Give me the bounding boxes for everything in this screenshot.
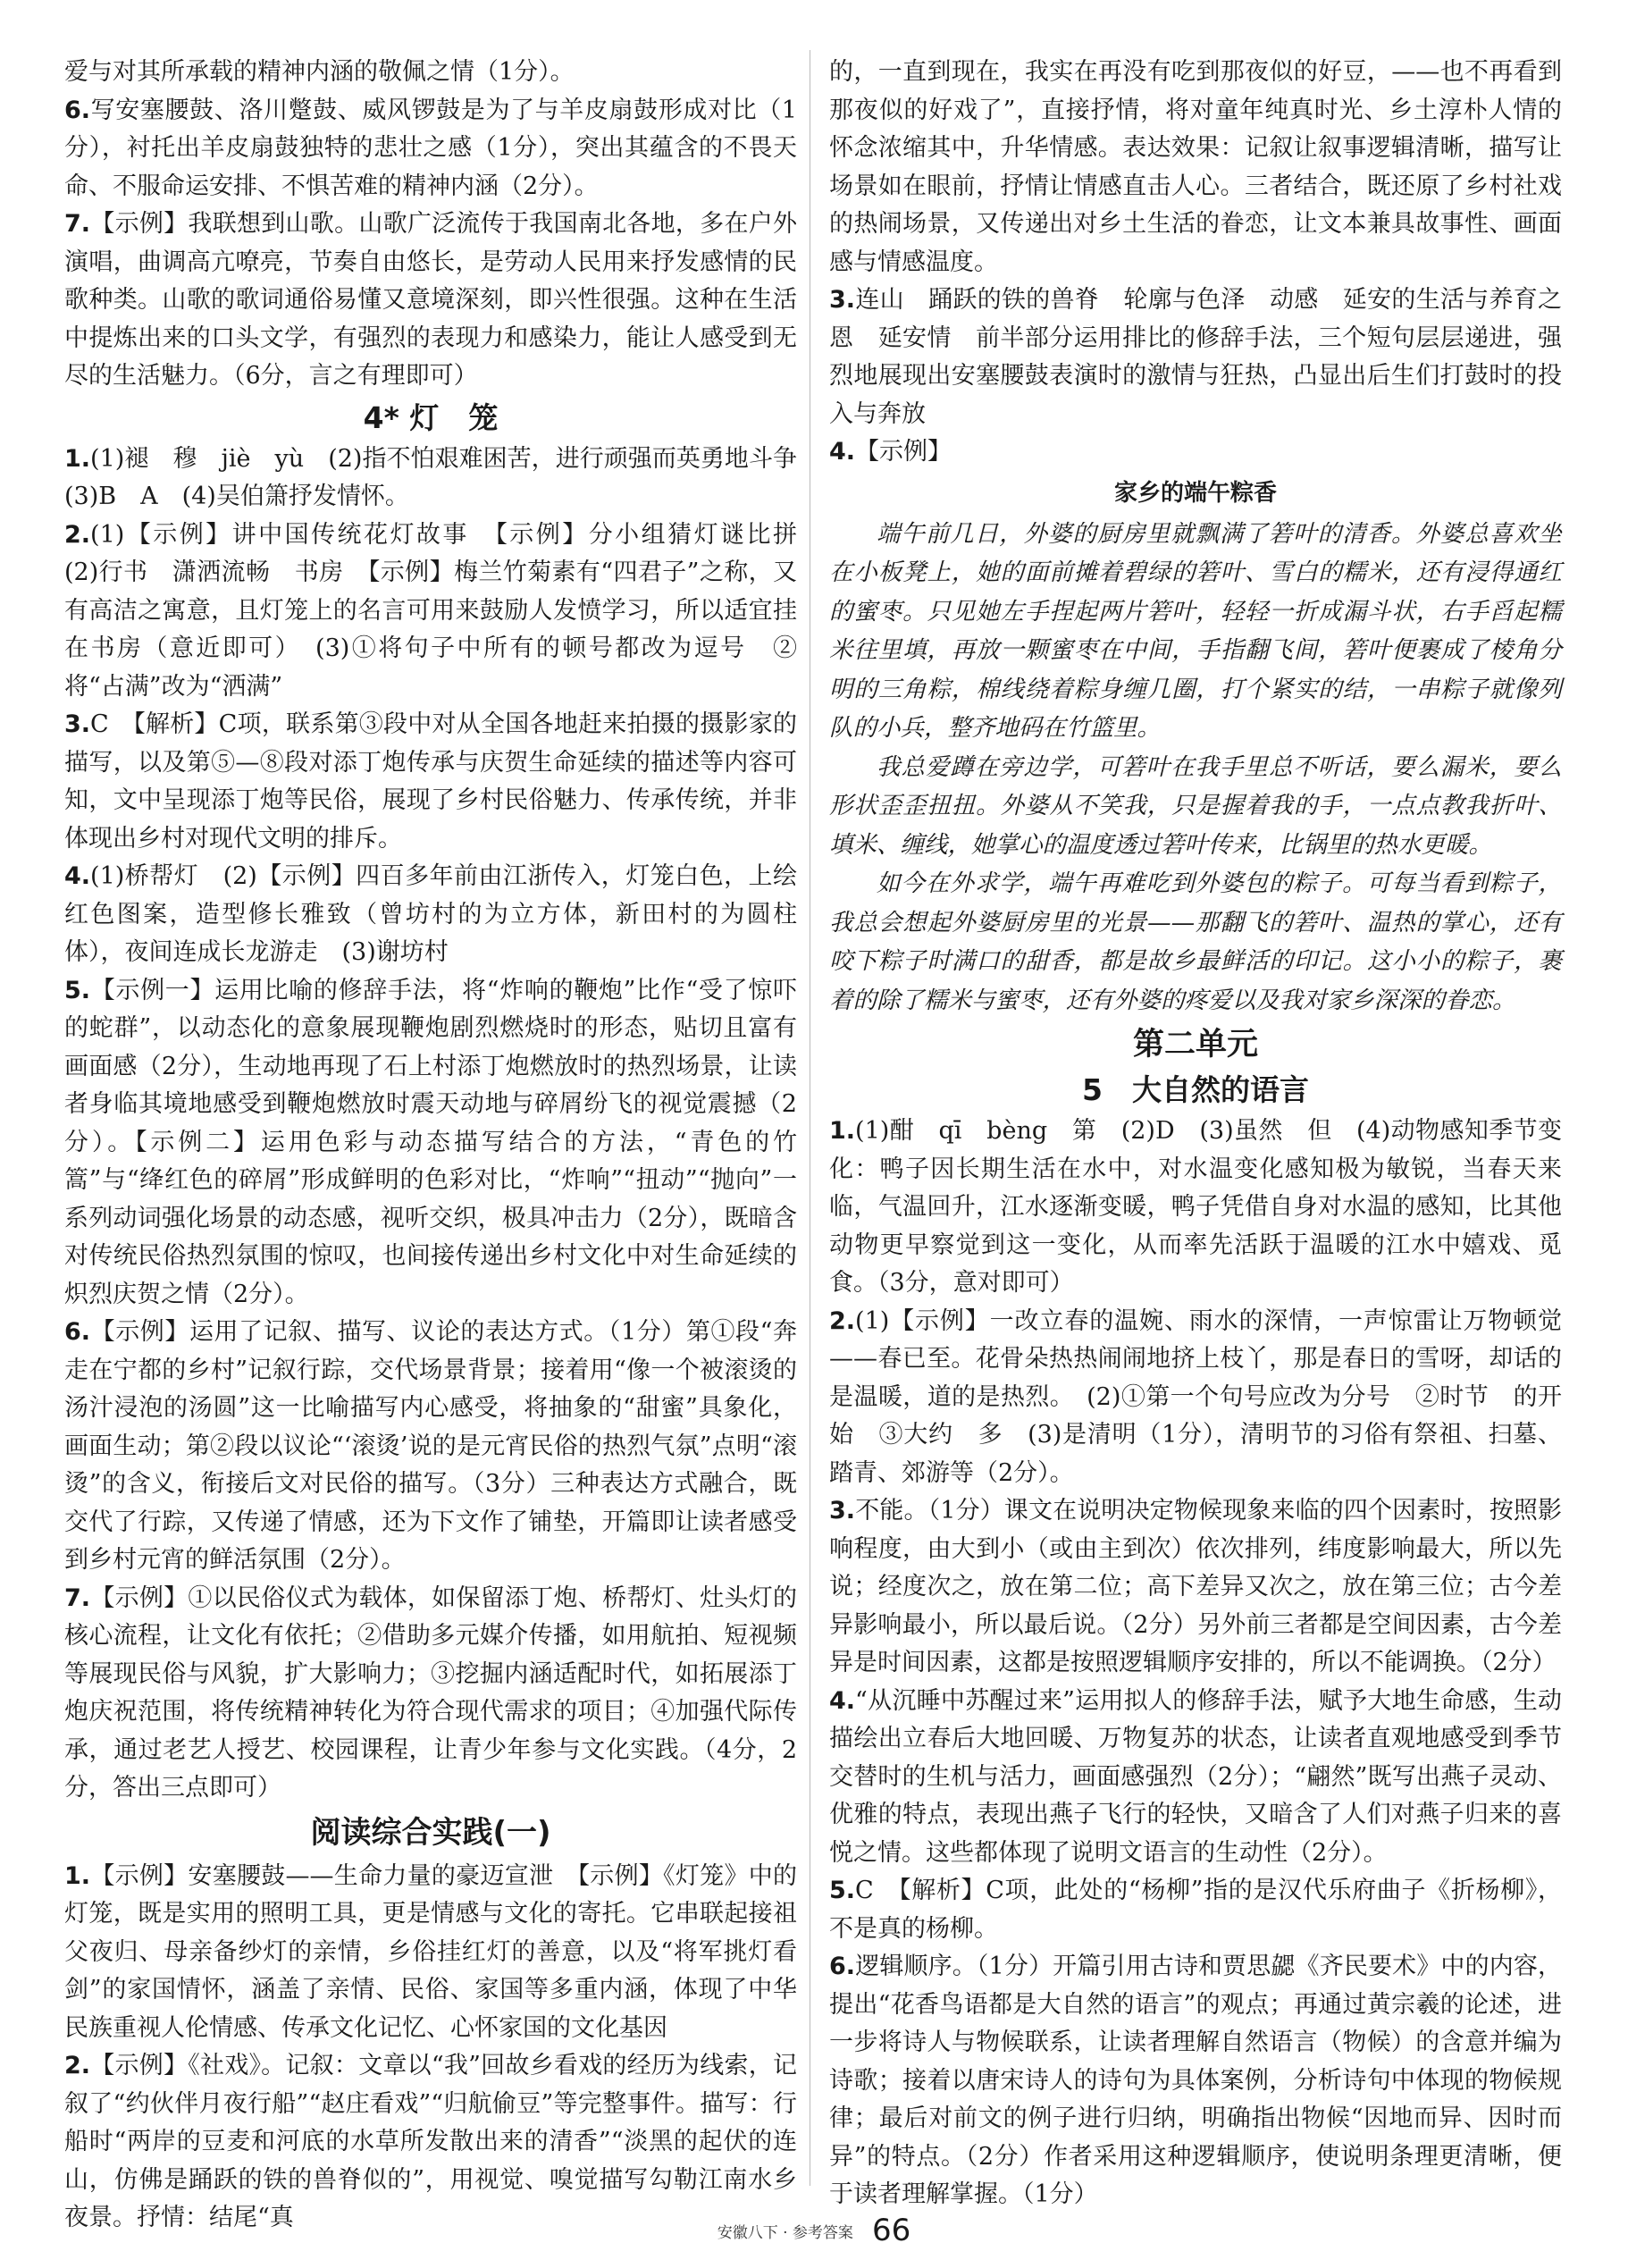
- item-text: 【示例】①以民俗仪式为载体，如保留添丁炮、桥帮灯、灶头灯的核心流程，让文化有依托；②借助多元媒介传播，如用航拍、短视频等展现民俗与风貌，扩大影响力；③挖掘内涵适配时代，如拓展添丁炮庆祝范围，将传统精神转化为符合现代需求的项目；④加强代际传承，通过老艺人授艺、校园课程，让青少年参与文化实践。（4分，2分，答出三点即可）: [64, 1583, 797, 1802]
- item-text: 连山 踊跃的铁的兽脊 轮廓与色泽 动感 延安的生活与养育之恩 延安情 前半部分运用排比的修辞手法，三个短句层层递进，强烈地展现出安塞腰鼓表演时的激情与狂热，凸显出后生们打鼓时的投入与奔放: [829, 286, 1562, 428]
- item-number: 1.: [64, 1861, 91, 1890]
- answer-item: [64, 54, 797, 92]
- item-text: 的，一直到现在，我实在再没有吃到那夜似的好豆，——也不再看到那夜似的好戏了”，直接抒情，将对童年纯真时光、乡土淳朴人情的怀念浓缩其中，升华情感。表达效果：记叙让叙事逻辑清晰，描写让场景如在眼前，抒情让情感直击人心。三者结合，既还原了乡村社戏的热闹场景，又传递出对乡土生活的眷恋，让文本兼具故事性、画面感与情感温度。: [829, 58, 1562, 276]
- item-text: 【示例】《社戏》。记叙：文章以“我”回故乡看戏的经历为线索，记叙了“约伙伴月夜行船”“赵庄看戏”“归航偷豆”等完整事件。描写：行船时“两岸的豆麦和河底的水草所发散出来的清香”“淡黑的起伏的连山，仿佛是踊跃的铁的兽脊似的”，用视觉、嗅觉描写勾勒江南水乡夜景。抒情：结尾“真: [64, 2052, 797, 2231]
- item-text: 【示例一】运用比喻的修辞手法，将“炸响的鞭炮”比作“受了惊吓的蛇群”，以动态化的意象展现鞭炮剧烈燃烧时的形态，贴切且富有画面感（2分），生动地再现了石上村添丁炮燃放时的热烈场景，让读者身临其境地感受到鞭炮燃放时震天动地与碎屑纷飞的视觉震撼（2分）。【示例二】运用色彩与动态描写结合的方法，“青色的竹篙”与“绛红色的碎屑”形成鲜明的色彩对比，“炸响”“扭动”“抛向”一系列动词强化场景的动态感，视听交织，极具冲击力（2分），既暗含对传统民俗热烈氛围的惊叹，也间接传递出乡村文化中对生命延续的炽烈庆贺之情（2分）。: [64, 976, 797, 1308]
- item-number: 3.: [64, 710, 91, 738]
- page-number: 66: [872, 2213, 911, 2248]
- item-number: 6.: [64, 1318, 91, 1346]
- essay-paragraph: 我总爱蹲在旁边学，可箬叶在我手里总不听话，要么漏米，要么形状歪歪扭扭。外婆从不笑我，只是握着我的手，一点点教我折叶、填米、缠线，她掌心的温度透过箬叶传来，比锅里的热水更暖。: [829, 752, 1562, 859]
- answer-item: [64, 858, 797, 972]
- essay-paragraph: 如今在外求学，端午再难吃到外婆包的粽子。可每当看到粽子，我总会想起外婆厨房里的光景——那翻飞的箬叶、温热的掌心，还有咬下粽子时满口的甜香，都是故乡最鲜活的印记。这小小的粽子，裹着的除了糯米与蜜枣，还有外婆的疼爱以及我对家乡深深的眷恋。: [829, 869, 1562, 1014]
- item-text: “从沉睡中苏醒过来”运用拟人的修辞手法，赋予大地生命感，生动描绘出立春后大地回暖、万物复苏的状态，让读者直观地感受到季节交替时的生机与活力，画面感强烈（2分）；“翩然”既写出燕子灵动、优雅的特点，表现出燕子飞行的轻快，又暗含了人们对燕子归来的喜悦之情。这些都体现了说明文语言的生动性（2分）。: [829, 1686, 1562, 1867]
- item-text: (1)酣 qī bèng 第 (2)D (3)虽然 但 (4)动物感知季节变化：鸭子因长期生活在水中，对水温变化感知极为敏锐，当春天来临，气温回升，江水逐渐变暖，鸭子凭借自身对水温的感知，比其他动物更早察觉到这一变化，从而率先活跃于温暖的江水中嬉戏、觅食。（3分，意对即可）: [829, 1117, 1562, 1297]
- item-number: 3.: [829, 286, 856, 314]
- answer-item: [829, 1872, 1562, 1948]
- sample-essay: [829, 474, 1562, 1021]
- answer-item: [64, 1580, 797, 1808]
- answer-item: [64, 1858, 797, 2048]
- item-number: 5.: [64, 976, 91, 1004]
- item-number: 2.: [64, 2052, 91, 2079]
- answer-item: [829, 1113, 1562, 1303]
- item-text: 逻辑顺序。（1分）开篇引用古诗和贾思勰《齐民要术》中的内容，提出“花香鸟语都是大自然的语言”的观点；再通过黄宗羲的论述，进一步将诗人与物候联系，让读者理解自然语言（物候）的含意并编为诗歌；接着以唐宋诗人的诗句为具体案例，分析诗句中体现的物候规律；最后对前文的例子进行归纳，明确指出物候“因地而异、因时而异”的特点。（2分）作者采用这种逻辑顺序，使说明条理更清晰，便于读者理解掌握。（1分）: [829, 1953, 1562, 2208]
- item-number: 4.: [829, 1686, 856, 1715]
- answer-item: [64, 706, 797, 858]
- right-column: [829, 54, 1562, 2214]
- item-text: C 【解析】C项，联系第③段中对从全国各地赶来拍摄的摄影家的描写，以及第⑤—⑧段对添丁炮传承与庆贺生命延续的描述等内容可知，文中呈现添丁炮等民俗，展现了乡村民俗魅力、传承传统，并非体现出乡村对现代文明的排斥。: [64, 710, 797, 853]
- item-text: (1)褪 穆 jiè yù (2)指不怕艰难困苦，进行顽强而英勇地斗争 (3)B A (4)吴伯箫抒发情怀。: [64, 444, 821, 510]
- item-text: 不能。（1分）课文在说明决定物候现象来临的四个因素时，按照影响程度，由大到小（或由主到次）依次排列，纬度影响最大，所以先说；经度次之，放在第二位；高下差异又次之，放在第三位；古今差异影响最小，所以最后说。（2分）另外前三者都是空间因素，古今差异是时间因素，这都是按照逻辑顺序安排的，所以不能调换。（2分）: [829, 1497, 1562, 1676]
- answer-item: [829, 1303, 1562, 1493]
- answer-item: [829, 281, 1562, 433]
- essay-paragraph: 端午前几日，外婆的厨房里就飘满了箬叶的清香。外婆总喜欢坐在小板凳上，她的面前摊着碧绿的箬叶、雪白的糯米，还有浸得通红的蜜枣。只见她左手捏起两片箬叶，轻轻一折成漏斗状，右手舀起糯米往里填，再放一颗蜜枣在中间，手指翻飞间，箬叶便裹成了棱角分明的三角粽，棉线绕着粽身缠几圈，打个紧实的结，一串粽子就像列队的小兵，整齐地码在竹篮里。: [829, 519, 1562, 742]
- lesson-4-title: 4* 灯 笼: [363, 399, 499, 435]
- answer-item: [64, 206, 797, 396]
- item-number: 2.: [64, 520, 91, 549]
- item-text: C 【解析】C项，此处的“杨柳”指的是汉代乐府曲子《折杨柳》，不是真的杨柳。: [829, 1877, 1562, 1943]
- right-items: [829, 54, 1562, 472]
- answer-item: [64, 92, 797, 206]
- left-items: [64, 54, 797, 396]
- item-number: 6.: [829, 1953, 856, 1980]
- essay-paragraphs: [829, 515, 1562, 1021]
- item-text: 【示例】运用了记叙、描写、议论的表达方式。（1分）第①段“奔走在宁都的乡村”记叙行踪，交代场景背景；接着用“像一个被滚烫的汤汁浸泡的汤圆”这一比喻描写内心感受，将抽象的“甜蜜”具象化，画面生动；第②段以议论“‘滚烫’说的是元宵民俗的热烈气氛”点明“滚烫”的含义，衔接后文对民俗的描写。（3分）三种表达方式融合，既交代了行踪，又传递了情感，还为下文作了铺垫，开篇即让读者感受到乡村元宵的鲜活氛围（2分）。: [64, 1318, 797, 1574]
- item-number: 6.: [64, 96, 91, 124]
- item-text: 【示例】我联想到山歌。山歌广泛流传于我国南北各地，多在户外演唱，曲调高亢嘹亮，节奏自由悠长，是劳动人民用来抒发感情的民歌种类。山歌的歌词通俗易懂又意境深刻，即兴性很强。这种在生活中提炼出来的口头文学，有强烈的表现力和感染力，能让人感受到无尽的生活魅力。（6分，言之有理即可）: [64, 210, 797, 390]
- lesson-4-items: [64, 441, 821, 1808]
- essay-title: 家乡的端午粽香: [1113, 479, 1277, 507]
- footer-label: 安徽八下 · 参考答案: [717, 2223, 853, 2242]
- item-number: 3.: [829, 1497, 856, 1525]
- item-text: 爱与对其所承载的精神内涵的敬佩之情（1分）。: [64, 58, 575, 86]
- answer-item: [829, 54, 1562, 281]
- page-footer: [0, 2213, 1628, 2248]
- item-number: 7.: [64, 210, 91, 238]
- item-text: (1)【示例】讲中国传统花灯故事 【示例】分小组猜灯谜比拼 (2)行书 潇洒流畅 书房 【示例】梅兰竹菊素有“四君子”之称，又有高洁之寓意，且灯笼上的名言可用来鼓励人发愤学习，所以适宜挂在书房（意近即可） (3)①将句子中所有的顿号都改为逗号 ②将“占满”改为“洒满”: [64, 520, 821, 701]
- answer-item: [829, 1492, 1562, 1683]
- lesson-5-title: 5 大自然的语言: [1082, 1072, 1309, 1107]
- answer-item: [64, 2047, 797, 2238]
- item-number: 1.: [829, 1117, 856, 1145]
- reading-practice-title: 阅读综合实践(一): [310, 1814, 551, 1851]
- lesson-5-items: [829, 1113, 1562, 2214]
- item-number: 4.: [829, 438, 856, 466]
- answer-item: [829, 1683, 1562, 1873]
- item-number: 5.: [829, 1877, 856, 1904]
- item-text: 【示例】: [855, 438, 952, 466]
- item-number: 1.: [64, 444, 91, 473]
- answer-item: [64, 441, 821, 517]
- answer-item: [64, 1314, 797, 1580]
- item-text: 【示例】安塞腰鼓——生命力量的豪迈宣泄 【示例】《灯笼》中的灯笼，既是实用的照明工具，更是情感与文化的寄托。它串联起接祖父夜归、母亲备纱灯的亲情，乡俗挂红灯的善意，以及“将军挑灯看剑”的家国情怀，涵盖了亲情、民俗、家国等多重内涵，体现了中华民族重视人伦情感、传承文化记忆、心怀家国的文化基因: [64, 1861, 797, 2042]
- answer-item: [829, 433, 1562, 472]
- item-number: 7.: [64, 1583, 91, 1612]
- answer-item: [64, 972, 797, 1315]
- unit-title: 第二单元: [1132, 1027, 1258, 1063]
- answer-item: [829, 1948, 1562, 2214]
- item-number: 4.: [64, 862, 91, 890]
- item-text: (1)【示例】一改立春的温婉、雨水的深情，一声惊雷让万物顿觉——春已至。花骨朵热热闹闹地挤上枝丫，那是春日的雪呀，却话的是温暖，道的是热烈。 (2)①第一个句号应改为分号 ②时节 的开始 ③大约 多 (3)是清明（1分），清明节的习俗有祭祖、扫墓、踏青、郊游等（2分）。: [829, 1306, 1562, 1487]
- item-text: 写安塞腰鼓、洛川蹩鼓、威风锣鼓是为了与羊皮扇鼓形成对比（1分），衬托出羊皮扇鼓独特的悲壮之感（1分），突出其蕴含的不畏天命、不服命运安排、不惧苦难的精神内涵（2分）。: [64, 96, 797, 200]
- item-number: 2.: [829, 1306, 856, 1335]
- item-text: (1)桥帮灯 (2)【示例】四百多年前由江浙传入，灯笼白色，上绘红色图案，造型修长雅致（曾坊村的为立方体，新田村的为圆柱体），夜间连成长龙游走 (3)谢坊村: [64, 862, 797, 966]
- practice-items: [64, 1858, 797, 2238]
- answer-item: [64, 517, 821, 707]
